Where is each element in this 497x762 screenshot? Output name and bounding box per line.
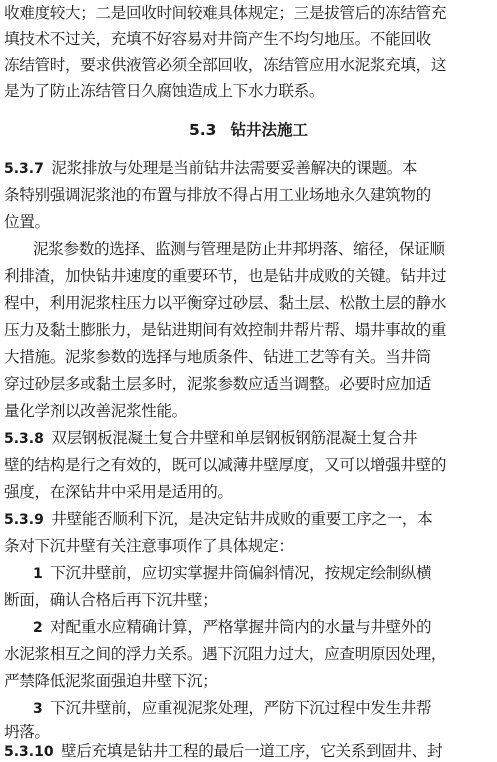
clause-5-3-9-line: 5.3.9 井壁能否顺利下沉，是决定钻井成败的重要工序之一，本 [4, 510, 433, 528]
paragraph-line: 穿过砂层多或黏土层多时，泥浆参数应适当调整。必要时应加适 [4, 375, 431, 393]
clause-number: 5.3.9 [4, 512, 44, 528]
section-heading [0, 119, 497, 141]
clause-5-3-9-line: 条对下沉井壁有关注意事项作了具体规定： [4, 537, 294, 555]
list-item-2-line: 2 对配重水应精确计算，严格掌握井筒内的水量与井壁外的 [33, 618, 432, 636]
list-item-3-line: 坍落。 [4, 723, 50, 741]
paragraph-line: 利排渣，加快钻井速度的重要环节，也是钻井成败的关键。钻井过 [4, 267, 447, 285]
clause-5-3-7-line: 5.3.7 泥浆排放与处理是当前钻井法需要妥善解决的课题。本 [4, 159, 418, 177]
item-number: 1 [33, 566, 43, 582]
item-number: 3 [33, 701, 43, 717]
intro-line: 是为了防止冻结管日久腐蚀造成上下水力联系。 [4, 82, 325, 100]
clause-5-3-10-line: 5.3.10 壁后充填是钻井工程的最后一道工序，它关系到固井、封 [4, 742, 443, 760]
section-title: 钻井法施工 [230, 121, 308, 139]
intro-line: 冻结管时，要求供液管必须全部回收，冻结管应用水泥浆充填，这 [4, 56, 447, 74]
clause-5-3-7-line: 条特别强调泥浆池的布置与排放不得占用工业场地永久建筑物的 [4, 186, 431, 204]
paragraph-line: 大措施。泥浆参数的选择与地质条件、钻进工艺等有关。当井筒 [4, 348, 431, 366]
paragraph-line: 量化学剂以改善泥浆性能。 [4, 402, 187, 420]
clause-5-3-7-line: 位置。 [4, 213, 50, 231]
clause-5-3-8-line: 壁的结构是行之有效的，既可以减薄井壁厚度，又可以增强井壁的 [4, 456, 447, 474]
paragraph-line: 压力及黏土膨胀力，是钻进期间有效控制井帮片帮、塌井事故的重 [4, 321, 447, 339]
clause-5-3-8-line: 强度，在深钻井中采用是适用的。 [4, 483, 233, 501]
clause-5-3-8-line: 5.3.8 双层钢板混凝土复合井壁和单层钢板钢筋混凝土复合井 [4, 429, 418, 447]
intro-line: 收难度较大；二是回收时间较难具体规定；三是拔管后的冻结管充 [4, 4, 447, 22]
list-item-1-line: 断面，确认合格后再下沉井壁； [4, 591, 218, 609]
clause-number: 5.3.8 [4, 431, 44, 447]
paragraph-line: 泥浆参数的选择、监测与管理是防止井邦坍落、缩径，保证顺 [33, 240, 445, 258]
clause-number: 5.3.7 [4, 161, 44, 177]
list-item-1-line: 1 下沉井壁前，应切实掌握井筒偏斜情况，按规定绘制纵横 [33, 564, 432, 582]
clause-number: 5.3.10 [4, 744, 54, 760]
section-number: 5.3 [189, 121, 217, 139]
paragraph-line: 程中，利用泥浆柱压力以平衡穿过砂层、黏土层、松散土层的静水 [4, 294, 447, 312]
list-item-2-line: 水泥浆相互之间的浮力关系。遇下沉阻力过大，应查明原因处理， [4, 645, 447, 663]
item-number: 2 [33, 620, 43, 636]
intro-line: 填技术不过关，充填不好容易对井筒产生不均匀地压。不能回收 [4, 30, 431, 48]
list-item-3-line: 3 下沉井壁前，应重视泥浆处理，严防下沉过程中发生井帮 [33, 699, 432, 717]
list-item-2-line: 严禁降低泥浆面强迫井壁下沉； [4, 672, 218, 690]
